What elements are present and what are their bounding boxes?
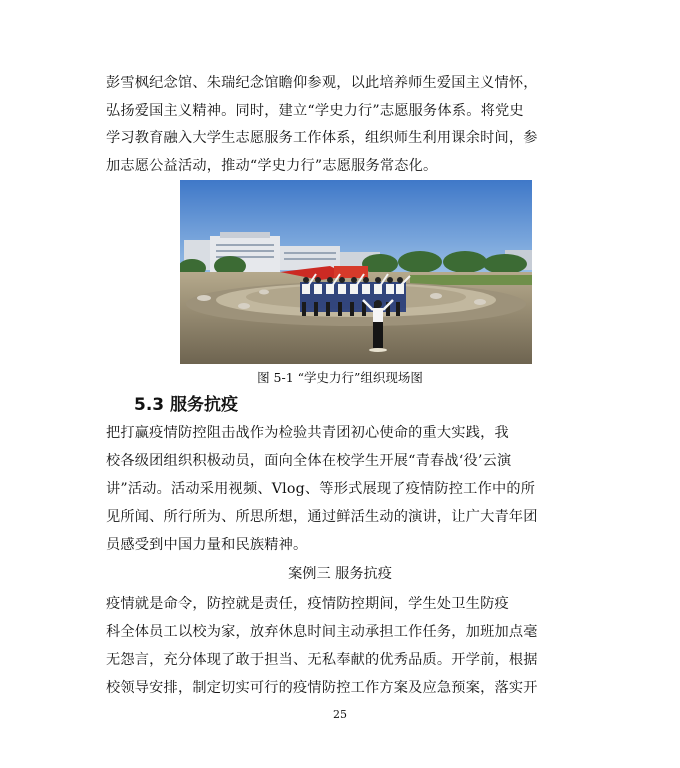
event-photo: [180, 180, 532, 364]
body-text-line: 弘扬爱国主义精神。同时，建立“学史力行”志愿服务体系。将党史: [106, 103, 524, 119]
section-heading: 5.3 服务抗疫: [134, 395, 239, 415]
body-text-line: 加志愿公益活动，推动“学史力行”志愿服务常态化。: [106, 158, 438, 174]
body-text-line: 校各级团组织积极动员，面向全体在校学生开展“青春战‘役’云演: [106, 453, 512, 469]
event-photo-illustration: [180, 180, 532, 364]
body-text-line: 校领导安排，制定切实可行的疫情防控工作方案及应急预案，落实开: [106, 680, 538, 696]
case-title: 案例三 服务抗疫: [288, 566, 392, 582]
body-text-line: 疫情就是命令，防控就是责任，疫情防控期间，学生处卫生防疫: [106, 596, 509, 612]
body-text-line: 科全体员工以校为家，放弃休息时间主动承担工作任务，加班加点毫: [106, 624, 538, 640]
body-text-line: 把打赢疫情防控阻击战作为检验共青团初心使命的重大实践，我: [106, 425, 509, 441]
body-text-line: 彭雪枫纪念馆、朱瑞纪念馆瞻仰参观，以此培养师生爱国主义情怀，: [106, 75, 538, 91]
body-text-line: 员感受到中国力量和民族精神。: [106, 537, 308, 553]
body-text-line: 学习教育融入大学生志愿服务工作体系，组织师生利用课余时间，参: [106, 130, 538, 146]
body-text-line: 无怨言，充分体现了敢于担当、无私奉献的优秀品质。开学前，根据: [106, 652, 538, 668]
body-text-line: 见所闻、所行所为、所思所想，通过鲜活生动的演讲，让广大青年团: [106, 509, 538, 525]
body-text-line: 讲”活动。活动采用视频、Vlog、等形式展现了疫情防控工作中的所: [106, 481, 536, 497]
figure-caption: 图 5-1 “学史力行”组织现场图: [257, 370, 423, 385]
page-number: 25: [333, 708, 347, 721]
